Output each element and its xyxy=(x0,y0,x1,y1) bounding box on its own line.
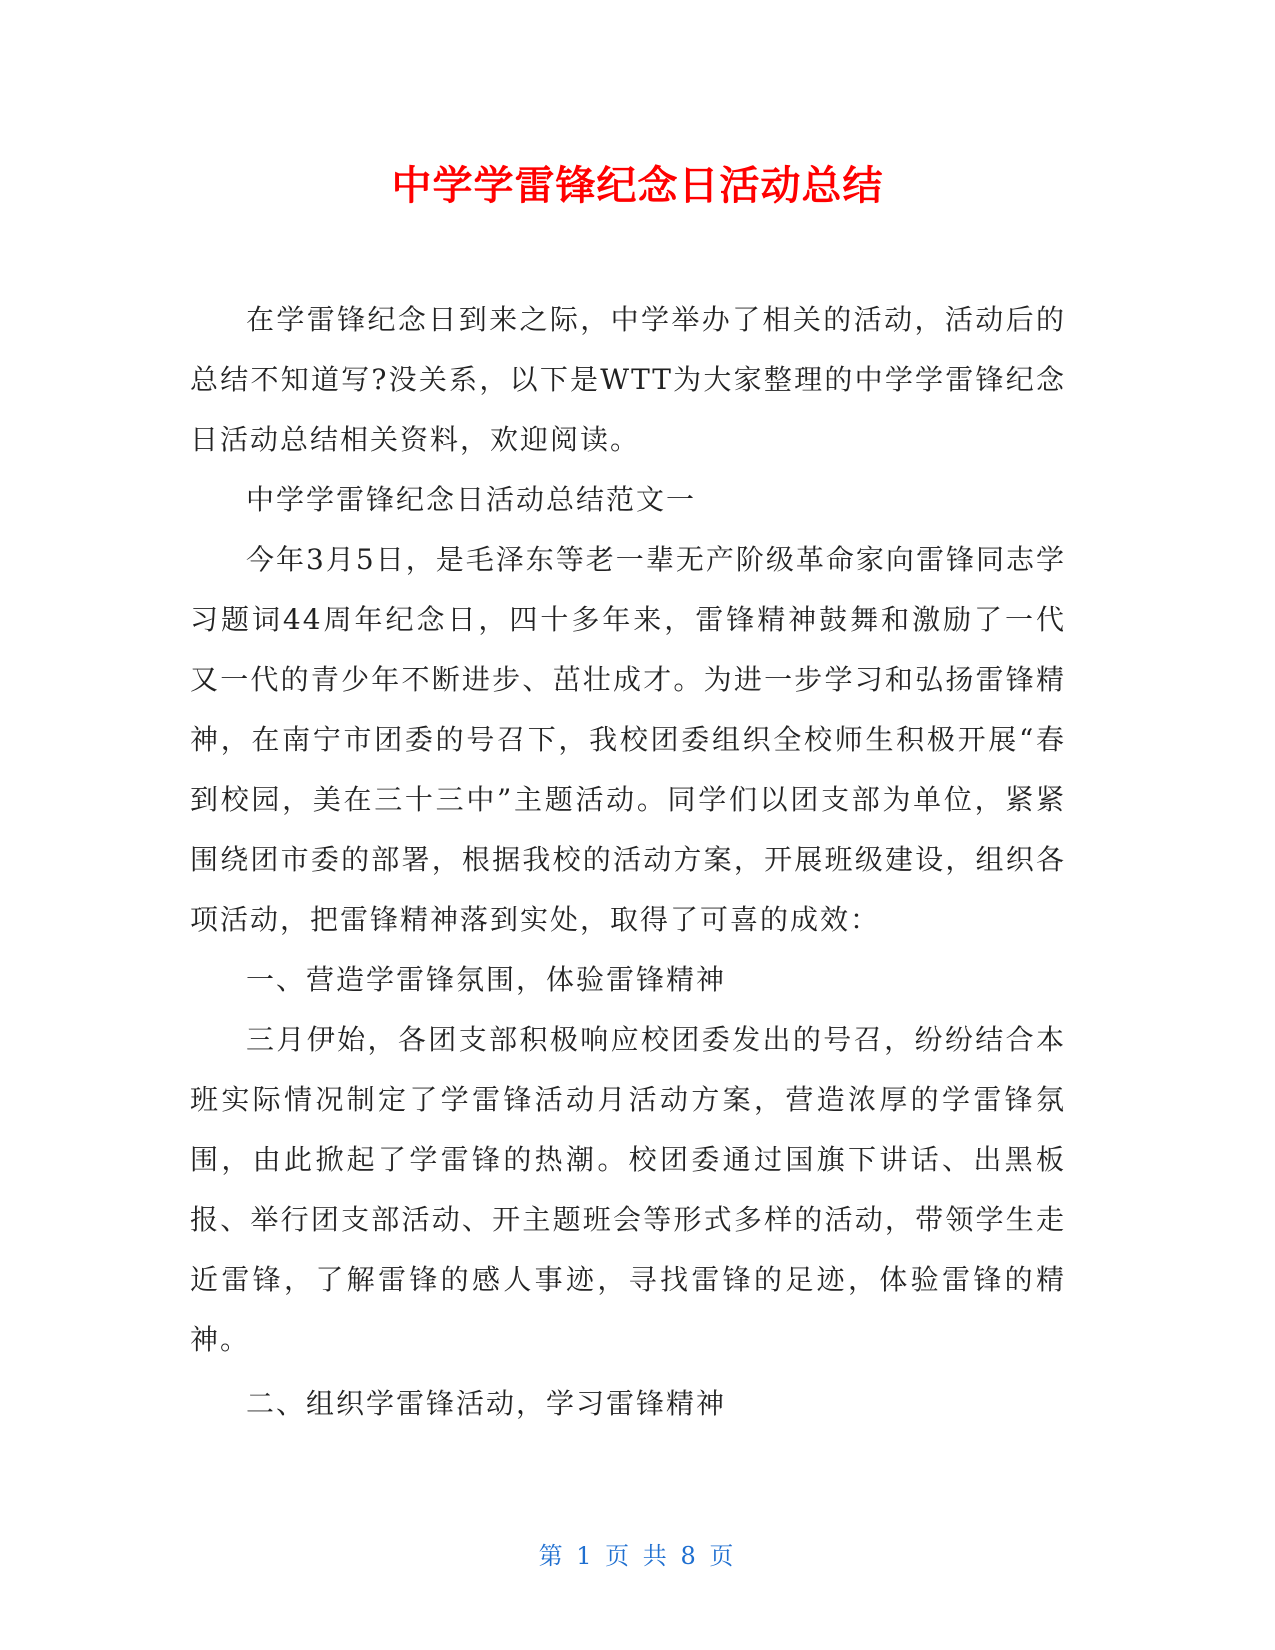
page-number-footer: 第 1 页 共 8 页 xyxy=(538,1542,737,1570)
document-title: 中学学雷锋纪念日活动总结 xyxy=(391,163,884,209)
section-heading-two: 二、组织学雷锋活动，学习雷锋精神 xyxy=(246,1387,727,1420)
body-paragraph: 今年3月5日，是毛泽东等老一辈无产阶级革命家向雷锋同志学习题词44周年纪念日，四十多年来，雷锋精神鼓舞和激励了一代又一代的青少年不断进步、茁壮成才。为进一步学习和弘扬雷锋精神，在南宁市团委的号召下，我校团委组织全校师生积极开展“春到校园，美在三十三中”主题活动。同学们以团支部为单位，紧紧围绕团市委的部署，根据我校的活动方案，开展班级建设，组织各项活动，把雷锋精神落到实处，取得了可喜的成效： xyxy=(190,543,1066,936)
intro-paragraph: 在学雷锋纪念日到来之际，中学举办了相关的活动，活动后的总结不知道写?没关系，以下是WTT为大家整理的中学学雷锋纪念日活动总结相关资料，欢迎阅读。 xyxy=(190,303,1066,456)
section-heading-one: 一、营造学雷锋氛围，体验雷锋精神 xyxy=(246,963,727,996)
body-paragraph: 三月伊始，各团支部积极响应校团委发出的号召，纷纷结合本班实际情况制定了学雷锋活动月活动方案，营造浓厚的学雷锋氛围，由此掀起了学雷锋的热潮。校团委通过国旗下讲话、出黑板报、举行团支部活动、开主题班会等形式多样的活动，带领学生走近雷锋，了解雷锋的感人事迹，寻找雷锋的足迹，体验雷锋的精神。 xyxy=(190,1023,1066,1356)
section-heading-sample-one: 中学学雷锋纪念日活动总结范文一 xyxy=(246,483,697,516)
document-body xyxy=(190,290,1066,1434)
